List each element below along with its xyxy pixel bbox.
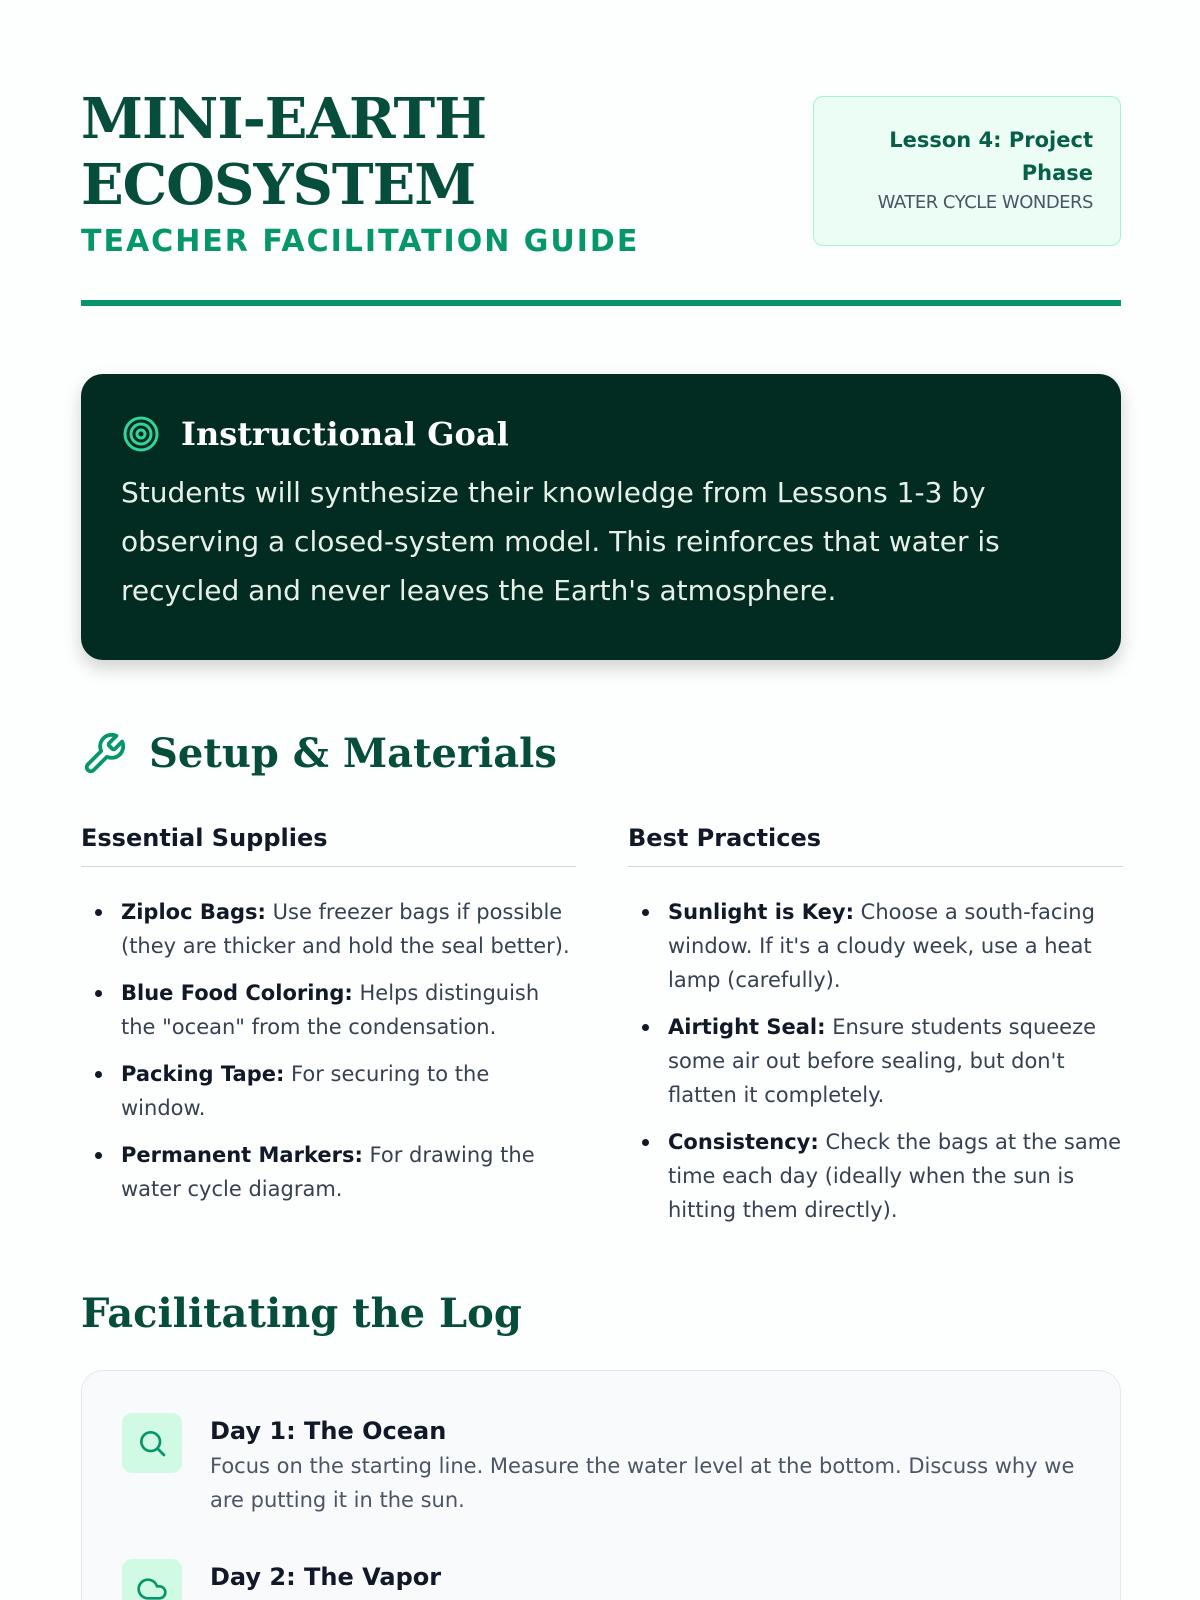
list-item: [121, 1138, 576, 1206]
essential-supplies-column: [81, 824, 576, 1219]
log-day-content: [210, 1559, 1090, 1600]
item-text: Check the bags at the same time each day (ideally when the sun is hitting them directly).: [668, 1130, 1122, 1222]
page-header: [81, 86, 1121, 306]
list-item: [121, 895, 576, 963]
lesson-title-line-1: Lesson 4: Project: [889, 128, 1093, 152]
item-term: Sunlight is Key:: [668, 900, 854, 924]
header-divider: [81, 300, 1121, 306]
wrench-icon: [81, 731, 127, 777]
setup-section-header: [81, 730, 557, 777]
item-text: Choose a south-facing window. If it's a cloudy week, use a heat lamp (carefully).: [668, 900, 1095, 992]
list-item: [121, 1057, 576, 1125]
list-item: [668, 895, 1123, 997]
goal-text: Students will synthesize their knowledge from Lessons 1-3 by observing a closed-system model. This reinforces that water is recycled and never leaves the Earth's atmosphere.: [121, 476, 1000, 607]
item-text: Ensure students squeeze some air out before sealing, but don't flatten it completely.: [668, 1015, 1097, 1107]
log-day-item: [122, 1413, 1090, 1517]
page-subtitle: TEACHER FACILITATION GUIDE: [81, 224, 640, 259]
log-day-text: Focus on the starting line. Measure the water level at the bottom. Discuss why we are putting it in the sun.: [210, 1454, 1075, 1512]
log-day-content: [210, 1413, 1090, 1517]
lesson-title: [834, 124, 1093, 190]
item-term: Blue Food Coloring:: [121, 981, 353, 1005]
item-term: Packing Tape:: [121, 1062, 285, 1086]
supplies-list: [81, 895, 576, 1206]
log-card: [81, 1370, 1121, 1600]
cloud-icon: [122, 1559, 182, 1600]
log-day-title: Day 1: The Ocean: [210, 1417, 447, 1445]
magnifier-icon: [122, 1413, 182, 1473]
lesson-badge: [813, 96, 1121, 246]
log-section-header: [81, 1290, 522, 1337]
item-term: Consistency:: [668, 1130, 819, 1154]
log-section-title: Facilitating the Log: [81, 1290, 522, 1337]
list-item: [668, 1125, 1123, 1227]
title-line-1: MINI-EARTH: [81, 86, 487, 152]
page-title: [81, 86, 721, 218]
title-line-2: ECOSYSTEM: [81, 152, 476, 218]
item-text: For securing to the window.: [121, 1062, 490, 1120]
instructional-goal-card: [81, 374, 1121, 660]
log-day-item: [122, 1559, 1090, 1600]
item-text: Helps distinguish the "ocean" from the condensation.: [121, 981, 540, 1039]
practices-heading: Best Practices: [628, 824, 1123, 867]
item-text: For drawing the water cycle diagram.: [121, 1143, 535, 1201]
target-icon: [121, 414, 161, 454]
supplies-heading: Essential Supplies: [81, 824, 576, 867]
lesson-title-line-2: Phase: [1021, 161, 1093, 185]
item-term: Airtight Seal:: [668, 1015, 826, 1039]
unit-name: WATER CYCLE WONDERS: [877, 192, 1093, 213]
list-item: [121, 976, 576, 1044]
goal-title: Instructional Goal: [181, 415, 509, 453]
goal-header: [121, 414, 1081, 454]
best-practices-column: [628, 824, 1123, 1240]
item-term: Permanent Markers:: [121, 1143, 363, 1167]
item-text: Use freezer bags if possible (they are thicker and hold the seal better).: [121, 900, 570, 958]
log-day-title: Day 2: The Vapor: [210, 1563, 442, 1591]
list-item: [668, 1010, 1123, 1112]
item-term: Ziploc Bags:: [121, 900, 266, 924]
setup-section-title: Setup & Materials: [149, 730, 557, 777]
practices-list: [628, 895, 1123, 1227]
